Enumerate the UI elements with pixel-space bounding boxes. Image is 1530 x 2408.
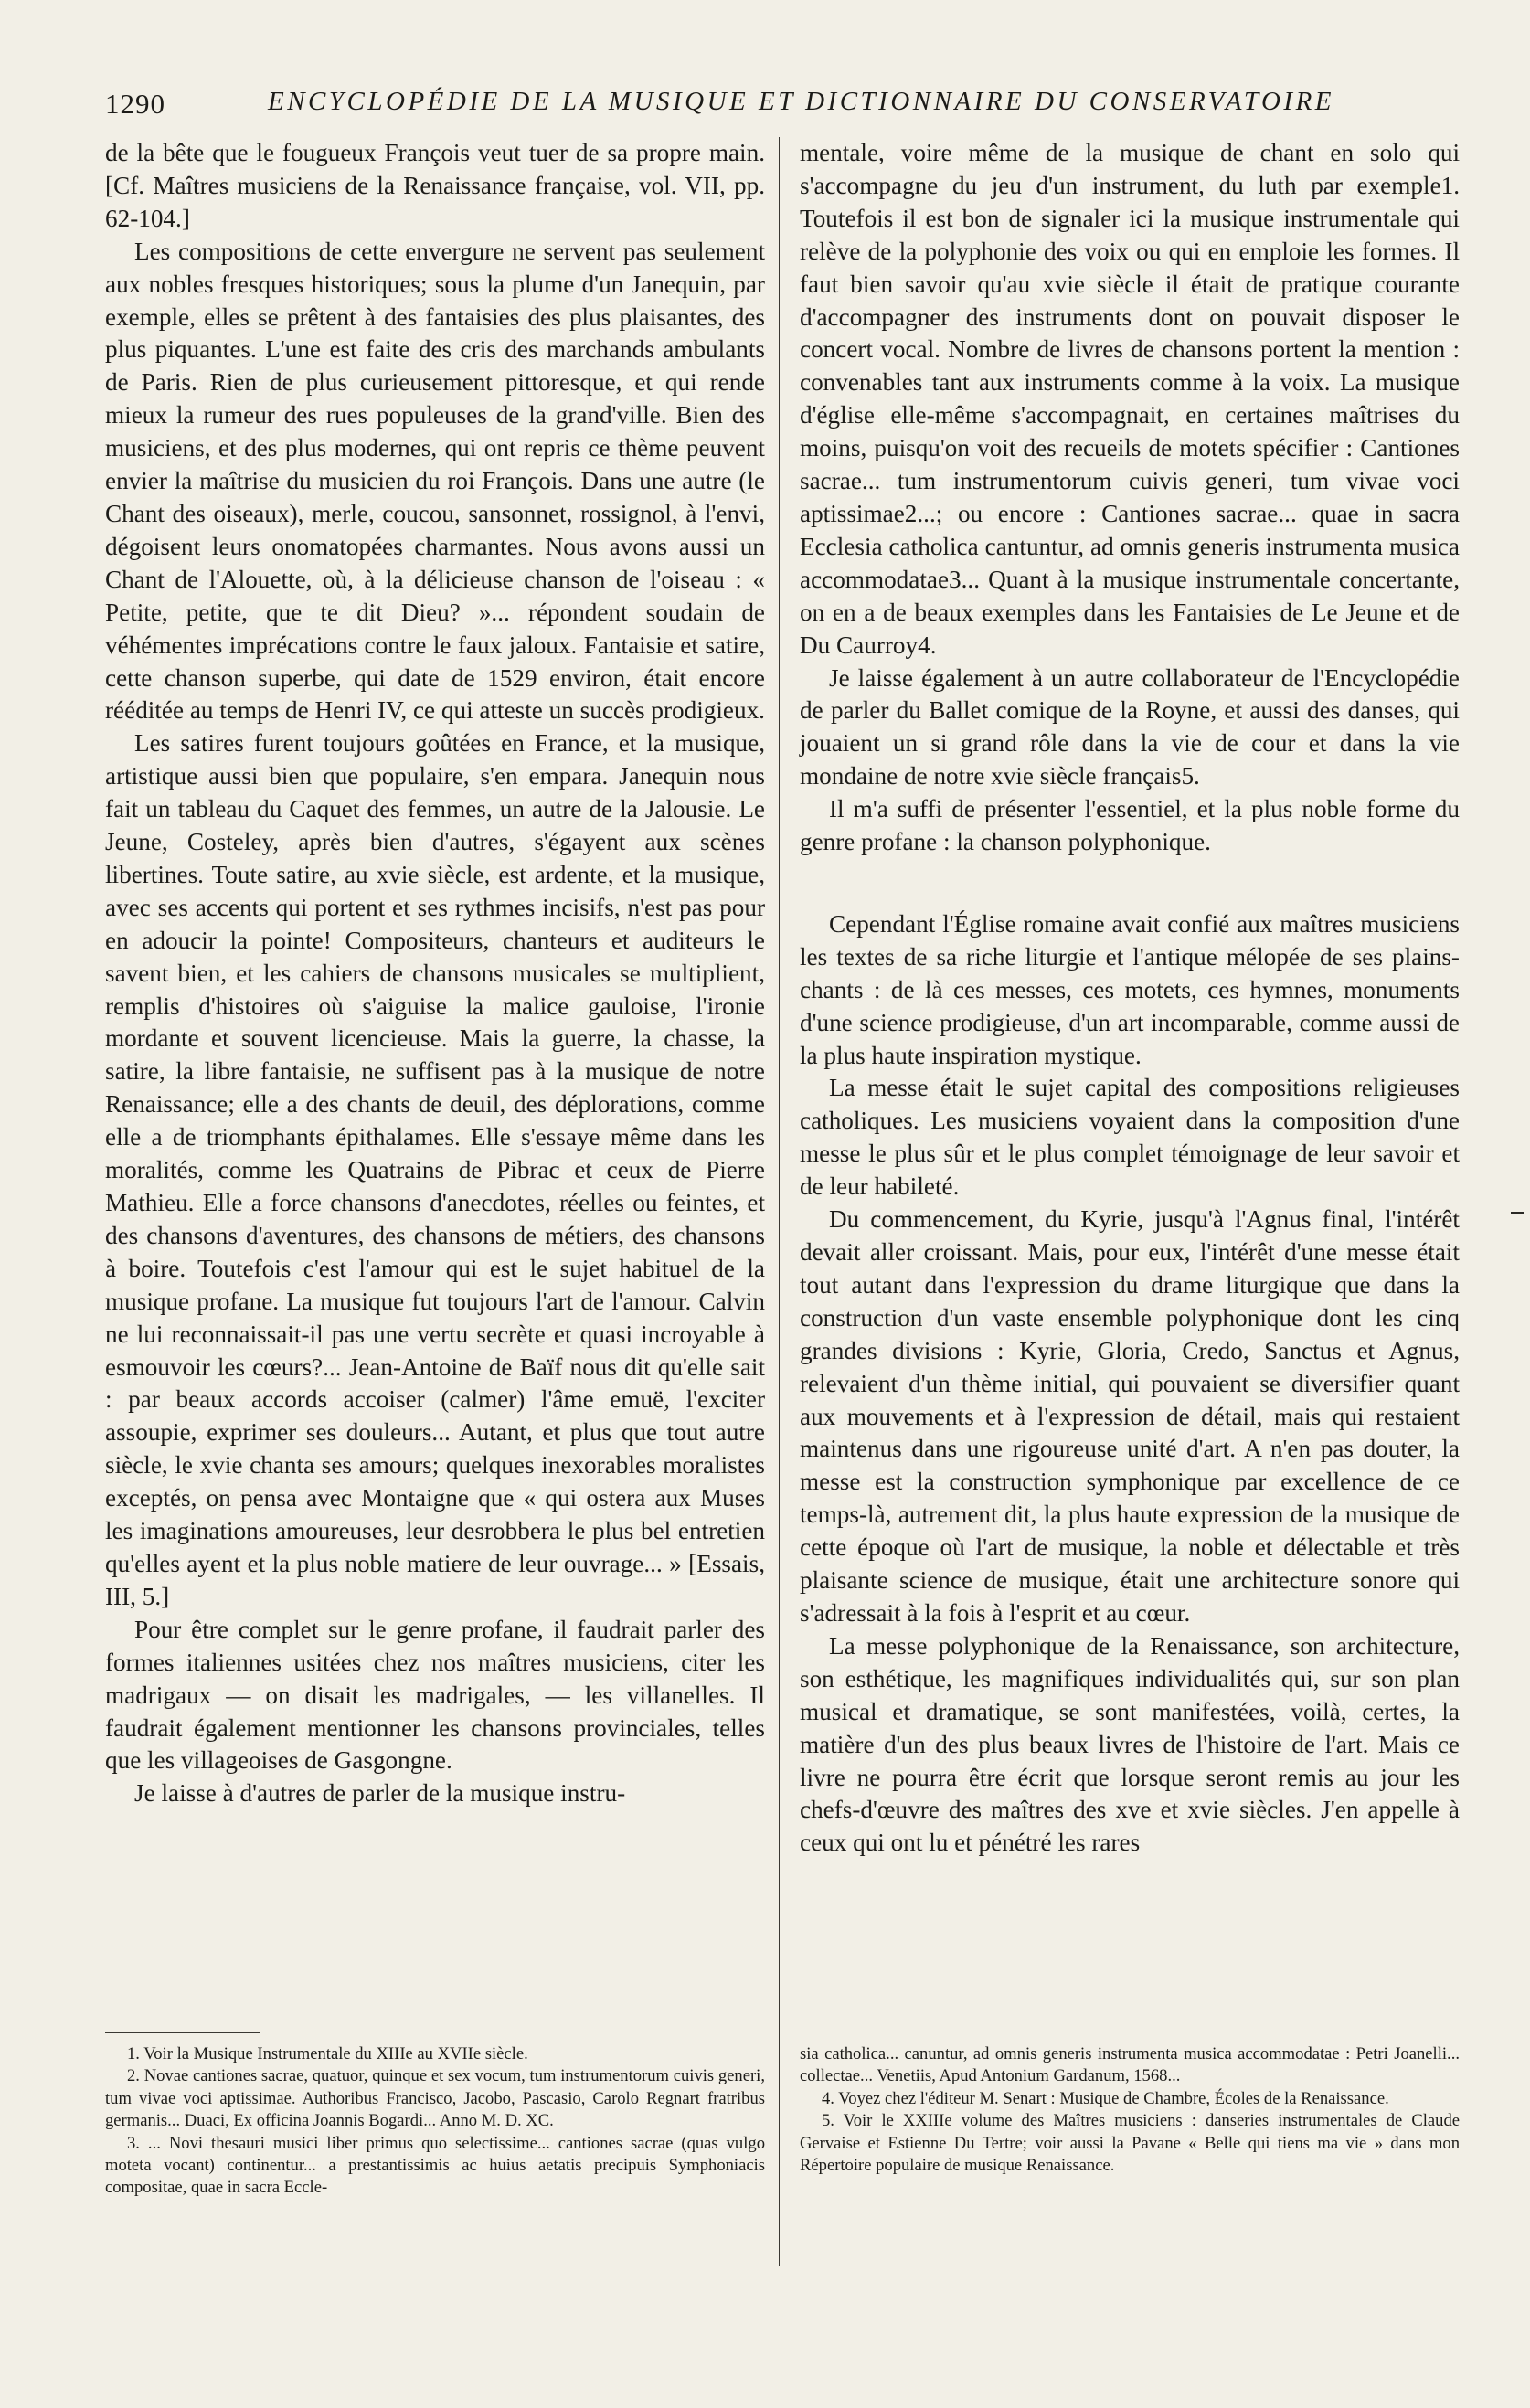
right-column <box>800 137 1460 1860</box>
paragraph: de la bête que le fougueux François veut tuer de sa propre main. [Cf. Maîtres musiciens de la Renaissance française, vol. VII, pp. 62-104.] <box>105 139 765 232</box>
paragraph: mentale, voire même de la musique de chant en solo qui s'accompagne du jeu d'un instrument, du luth par exemple1. Toutefois il est bon de signaler ici la musique instrumentale qui relève de la polyphonie des voix ou qui en emploie les formes. Il faut bien savoir qu'au xvie siècle il était de pratique courante d'accompagner des instruments dont on pouvait disposer le concert vocal. Nombre de livres de chansons portent la mention : convenables tant aux instruments comme à la voix. La musique d'église elle-même s'accompagnait, en certaines maîtrises du moins, puisqu'on voit des recueils de motets spécifier : Cantiones sacrae... tum instrumentorum cuivis generi, tum vivae voci aptissimae2...; ou encore : Cantiones sacrae... quae in sacra Ecclesia catholica cantuntur, ad omnis generis instrumenta musica accommodatae3... Quant à la musique instrumentale concertante, on en a de beaux exemples dans les Fantaisies de Le Jeune et de Du Caurroy4. <box>800 139 1460 659</box>
section-break <box>800 859 1460 908</box>
paragraph: Les satires furent toujours goûtées en France, et la musique, artistique aussi bien que populaire, s'en empara. Janequin nous fait un tableau du Caquet des femmes, un autre de la Jalousie. Le Jeune, Costeley, après bien d'autres, s'égayent aux scènes libertines. Toute satire, au xvie siècle, est ardente, et la musique, avec ses accents qui portent et ses rythmes incisifs, n'est pas pour en adoucir la pointe! Compositeurs, chanteurs et auditeurs le savent bien, et les cahiers de chansons musicales se multiplient, remplis d'histoires où s'aiguise la malice gauloise, l'ironie mordante et souvent licencieuse. Mais la guerre, la chasse, la satire, la libre fantaisie, ne suffisent pas à la musique de notre Renaissance; elle a des chants de deuil, des déplorations, comme elle a de triomphants épithalames. Elle s'essaye même dans les moralités, comme les Quatrains de Pibrac et ceux de Pierre Mathieu. Elle a force chansons d'anecdotes, réelles ou feintes, et des chansons d'aventures, des chansons de métiers, des chansons à boire. Toutefois c'est l'amour qui est le sujet habituel de la musique profane. La musique fut toujours l'art de l'amour. Calvin ne lui reconnaissait-il pas une vertu secrète et quasi incroyable à esmouvoir les cœurs?... Jean-Antoine de Baïf nous dit qu'elle sait : par beaux accords accoiser (calmer) l'âme emuë, l'exciter assoupie, exprimer ses douleurs... Autant, et plus que tout autre siècle, le xvie chanta ses amours; quelques inexorables moralistes exceptés, on pensa avec Montaigne que « qui ostera aux Muses les imaginations amoureuses, leur desrobbera le plus bel entretien qu'elles ayent et la plus noble matiere de leur ouvrage... » [Essais, III, 5.] <box>105 729 765 1610</box>
column-divider <box>779 137 780 2266</box>
footnote: 3. ... Novi thesauri musici liber primus quo selectissime... cantiones sacrae (quas vulgo moteta vocant) continentur... a prestantissimis ac huius aetatis precipuis Symphoniacis compositae, quae in sacra Eccle- <box>105 2133 765 2198</box>
footnote-rule <box>105 2032 260 2033</box>
running-header <box>105 87 1334 124</box>
running-title: ENCYCLOPÉDIE DE LA MUSIQUE ET DICTIONNAIRE DU CONSERVATOIRE <box>268 87 1334 116</box>
footnote: 1. Voir la Musique Instrumentale du XIIIe au XVIIe siècle. <box>127 2044 528 2063</box>
paragraph: Du commencement, du Kyrie, jusqu'à l'Agnus final, l'intérêt devait aller croissant. Mais, pour eux, l'intérêt d'une messe était tout autant dans l'expression du drame liturgique que dans la construction d'un vaste ensemble polyphonique dont les cinq grandes divisions : Kyrie, Gloria, Credo, Sanctus et Agnus, relevaient d'un thème initial, qui pouvaient se diversifier quant aux mouvements et à l'expression de détail, mais qui restaient maintenus dans une rigoureuse unité d'art. A n'en pas douter, la messe est la construction symphonique par excellence de ce temps-là, autrement dit, la plus haute expression de la musique de cette époque où l'art de musique, la noble et délectable et très plaisante science de musique, était une architecture sonore qui s'adressait à la fois à l'esprit et au cœur. <box>800 1205 1460 1627</box>
footnotes-left <box>105 2043 765 2200</box>
paragraph: Je laisse également à un autre collaborateur de l'Encyclopédie de parler du Ballet comique de la Royne, et aussi des danses, qui jouaient un si grand rôle dans la vie de cour et dans la vie mondaine de notre xvie siècle français5. <box>800 663 1460 790</box>
footnote: 2. Novae cantiones sacrae, quatuor, quinque et sex vocum, tum instrumentorum cuivis generi, tum vivae voci aptissimae. Authoribus Francisco, Jacobo, Pascasio, Carolo Regnart fratribus germanis... Duaci, Ex officina Joannis Bogardi... Anno M. D. XC. <box>105 2066 765 2131</box>
footnote: 4. Voyez chez l'éditeur M. Senart : Musique de Chambre, Écoles de la Renaissance. <box>822 2088 1389 2108</box>
page-number: 1290 <box>105 88 165 120</box>
paragraph: La messe était le sujet capital des compositions religieuses catholiques. Les musiciens voyaient dans la composition d'une messe le plus sûr et le plus complet témoignage de leur savoir et de leur habileté. <box>800 1074 1460 1201</box>
paragraph: Il m'a suffi de présenter l'essentiel, et la plus noble forme du genre profane : la chanson polyphonique. <box>800 795 1460 856</box>
paragraph: La messe polyphonique de la Renaissance, son architecture, son esthétique, les magnifiques individualités qui, sur son plan musical et dramatique, se sont manifestées, voilà, certes, la matière d'un des plus beaux livres de l'histoire de l'art. Mais ce livre ne pourra être écrit que lorsque seront remis au jour les chefs-d'œuvre des maîtres des xve et xvie siècles. J'en appelle à ceux qui ont lu et pénétré les rares <box>800 1631 1460 1857</box>
ink-mark <box>1511 1212 1524 1214</box>
footnote: 5. Voir le XXIIIe volume des Maîtres musiciens : danseries instrumentales de Claude Gervaise et Estienne Du Tertre; voir aussi la Pavane « Belle qui tiens ma vie » dans mon Répertoire populaire de musique Renaissance. <box>800 2111 1460 2176</box>
footnotes-right <box>800 2043 1460 2177</box>
paragraph: Les compositions de cette envergure ne servent pas seulement aux nobles fresques historiques; sous la plume d'un Janequin, par exemple, elles se prêtent à des fantaisies des plus plaisantes, des plus piquantes. L'une est faite des cris des marchands ambulants de Paris. Rien de plus curieusement pittoresque, et qui rende mieux la rumeur des rues populeuses de la grand'ville. Bien des musiciens, et des plus modernes, qui ont repris ce thème peuvent envier la maîtrise du musicien du roi François. Dans une autre (le Chant des oiseaux), merle, coucou, sansonnet, rossignol, à l'envi, dégoisent leurs onomatopées charmantes. Nous avons aussi un Chant de l'Alouette, où, à la délicieuse chanson de l'oiseau : « Petite, petite, que te dit Dieu? »... répondent soudain de véhémentes imprécations contre le faux jaloux. Fantaisie et satire, cette chanson superbe, qui date de 1529 environ, était encore rééditée au temps de Henri IV, ce qui atteste un succès prodigieux. <box>105 237 765 725</box>
paragraph: Cependant l'Église romaine avait confié aux maîtres musiciens les textes de sa riche liturgie et l'antique mélopée de ses plains-chants : de là ces messes, ces motets, ces hymnes, monuments d'une science prodigieuse, d'un art incomparable, comme aussi de la plus haute inspiration mystique. <box>800 909 1460 1069</box>
footnote: sia catholica... canuntur, ad omnis generis instrumenta musica accommodatae : Petri Joanelli... collectae... Venetiis, Apud Antonium Gardanum, 1568... <box>800 2044 1460 2086</box>
left-column <box>105 137 765 1810</box>
paragraph: Je laisse à d'autres de parler de la musique instru- <box>134 1779 626 1808</box>
paragraph: Pour être complet sur le genre profane, il faudrait parler des formes italiennes usitées chez nos maîtres musiciens, citer les madrigaux — on disait les madrigales, — les villanelles. Il faudrait également mentionner les chansons provinciales, telles que les villageoises de Gasgongne. <box>105 1615 765 1775</box>
